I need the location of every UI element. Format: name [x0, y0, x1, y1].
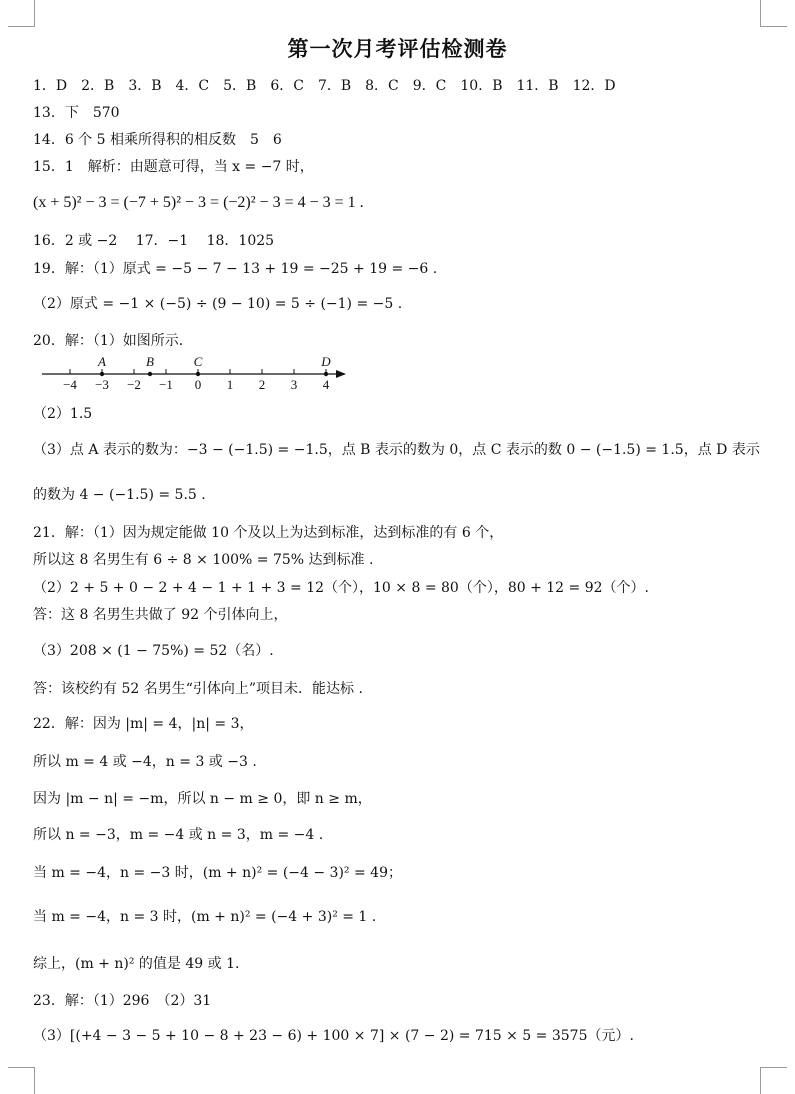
answer-20-part-2: （2）1.5: [33, 406, 93, 422]
answers-16-18: 16．2 或 −2 17．−1 18．1025: [33, 233, 275, 249]
crop-mark-bottom-right: [760, 1067, 787, 1094]
number-line-point-label: C: [193, 354, 203, 369]
answer-21-part-1-cont: 所以这 8 名男生有 6 ÷ 8 × 100% = 75% 达到标准 .: [33, 552, 374, 568]
crop-mark-top-left: [8, 0, 35, 27]
number-line-point: [196, 372, 200, 376]
number-line-tick-label: 0: [194, 377, 202, 392]
answer-22-line-1: 22．解：因为 |m| = 4，|n| = 3，: [33, 716, 254, 732]
answer-23-parts-1-2: 23．解：（1）296 （2）31: [33, 993, 212, 1009]
number-line-point: [100, 372, 104, 376]
number-line-point: [148, 372, 152, 376]
number-line-point-label: A: [98, 354, 106, 369]
number-line: [38, 352, 358, 396]
answer-20-part-3: （3）点 A 表示的数为：−3 − (−1.5) = −1.5，点 B 表示的数为 0，点 C 表示的数 0 − (−1.5) = 1.5，点 D 表示: [33, 442, 760, 458]
answer-21-part-1: 21．解：（1）因为规定能做 10 个及以上为达到标准，达到标准的有 6 个，: [33, 525, 504, 541]
number-line-tick-label: −2: [127, 377, 141, 392]
number-line-tick-label: 1: [226, 377, 234, 392]
crop-mark-top-right: [760, 0, 787, 27]
answer-22-line-3: 因为 |m − n| = −m，所以 n − m ≥ 0，即 n ≥ m，: [33, 791, 372, 807]
answer-19-part-2: （2）原式 = −1 × (−5) ÷ (9 − 10) = 5 ÷ (−1) = −5 .: [33, 296, 403, 312]
page-title: 第一次月考评估检测卷: [287, 37, 508, 61]
number-line-tick-label: −3: [95, 377, 109, 392]
answer-21-part-3: （3）208 × (1 − 75%) = 52（名）.: [33, 643, 274, 659]
number-line-tick-label: 2: [258, 377, 266, 392]
answer-15: 15．1 解析：由题意可得，当 x = −7 时，: [33, 159, 314, 175]
answer-20-part-1: 20．解：（1）如图所示．: [33, 333, 193, 349]
answer-22-line-4: 所以 n = −3，m = −4 或 n = 3，m = −4 .: [33, 827, 324, 843]
number-line-tick-label: −1: [159, 377, 173, 392]
number-line-point-label: D: [321, 354, 331, 369]
answer-22-line-6: 当 m = −4，n = 3 时，(m + n)² = (−4 + 3)² = 1 .: [33, 909, 377, 925]
number-line-tick-label: −4: [63, 377, 77, 392]
number-line-tick-label: 4: [322, 377, 330, 392]
answer-21-part-2-answer: 答：这 8 名男生共做了 92 个引体向上，: [33, 607, 288, 623]
answer-20-part-3-cont: 的数为 4 − (−1.5) = 5.5 .: [33, 487, 206, 503]
answer-15-equation: (x + 5)² − 3 = (−7 + 5)² − 3 = (−2)² − 3 = 4 − 3 = 1 .: [33, 194, 364, 211]
answer-22-line-2: 所以 m = 4 或 −4，n = 3 或 −3 .: [33, 754, 257, 770]
number-line-point-label: B: [146, 354, 154, 369]
answer-21-part-3-answer: 答：该校约有 52 名男生“引体向上”项目未．能达标 .: [33, 681, 363, 697]
answer-23-part-3: （3）[(+4 − 3 − 5 + 10 − 8 + 23 − 6) + 100 × 7] × (7 − 2) = 715 × 5 = 3575（元）.: [33, 1028, 634, 1044]
number-line-tick-label: 3: [290, 377, 298, 392]
answer-13: 13．下 570: [33, 105, 120, 121]
number-line-figure: [38, 352, 358, 396]
answer-14: 14．6 个 5 相乘所得积的相反数 5 6: [33, 132, 282, 148]
number-line-point: [324, 372, 328, 376]
crop-mark-bottom-left: [8, 1067, 35, 1094]
answer-22-conclusion: 综上，(m + n)² 的值是 49 或 1.: [33, 956, 240, 972]
answer-21-part-2: （2）2 + 5 + 0 − 2 + 4 − 1 + 1 + 3 = 12（个），10 × 8 = 80（个），80 + 12 = 92（个）.: [33, 580, 649, 596]
answer-19-part-1: 19．解：（1）原式 = −5 − 7 − 13 + 19 = −25 + 19 = −6 .: [33, 261, 438, 277]
answer-22-line-5: 当 m = −4，n = −3 时，(m + n)² = (−4 − 3)² = 49；: [33, 865, 402, 881]
answers-1-12: 1．D 2．B 3．B 4．C 5．B 6．C 7．B 8．C 9．C 10．B 11．B 12．D: [33, 78, 616, 94]
number-line-arrow: [336, 370, 346, 378]
